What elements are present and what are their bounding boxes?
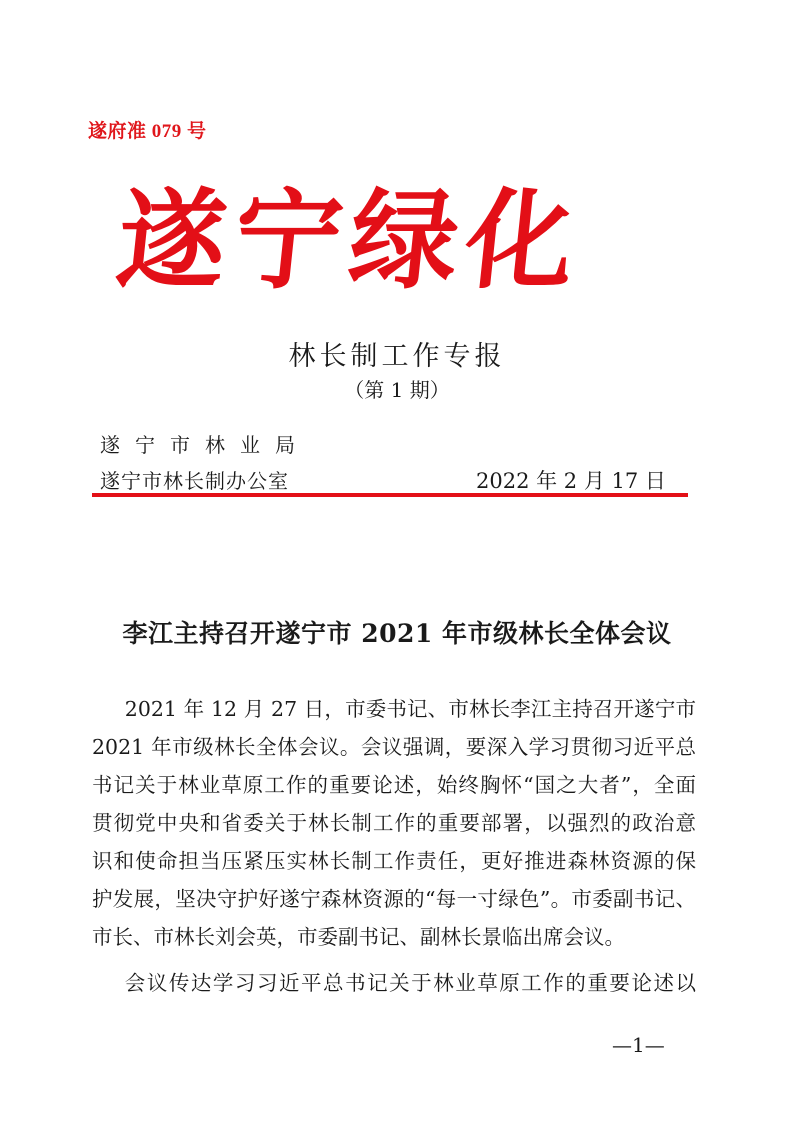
paragraph-line: 识和使命担当压紧压实林长制工作责任，更好推进森林资源的保 [92, 849, 696, 873]
issuer-forest-chief-office: 遂宁市林长制办公室 [100, 469, 289, 493]
bulletin-subtitle: 林长制工作专报 [288, 341, 506, 372]
document-number: 遂府准 079 号 [88, 121, 207, 142]
issuer-forestry-bureau: 遂宁市林业局 [100, 433, 310, 457]
page-number: —1— [612, 1033, 665, 1057]
paragraph-2 [92, 964, 696, 1002]
paragraph-line: 护发展，坚决守护好遂宁森林资源的“每一寸绿色”。市委副书记、 [92, 887, 696, 911]
issue-date: 2022 年 2 月 17 日 [476, 469, 666, 493]
issue-number: （第 1 期） [344, 378, 450, 402]
article-body [92, 690, 696, 1002]
paragraph-line: 贯彻党中央和省委关于林长制工作的重要部署，以强烈的政治意 [92, 811, 696, 835]
paragraph-line: 2021 年 12 月 27 日，市委书记、市林长李江主持召开遂宁市 [124, 697, 696, 721]
masthead-title: 遂宁绿化 [111, 178, 589, 304]
paragraph-line: 市长、市林长刘会英，市委副书记、副林长景临出席会议。 [92, 925, 625, 949]
paragraph-line: 会议传达学习习近平总书记关于林业草原工作的重要论述以 [124, 971, 696, 995]
paragraph-line: 书记关于林业草原工作的重要论述，始终胸怀“国之大者”，全面 [92, 773, 696, 797]
paragraph-1 [92, 690, 696, 956]
paragraph-line: 2021 年市级林长全体会议。会议强调，要深入学习贯彻习近平总 [92, 735, 696, 759]
article-title: 李江主持召开遂宁市 2021 年市级林长全体会议 [122, 619, 672, 648]
red-divider-line [92, 493, 688, 497]
